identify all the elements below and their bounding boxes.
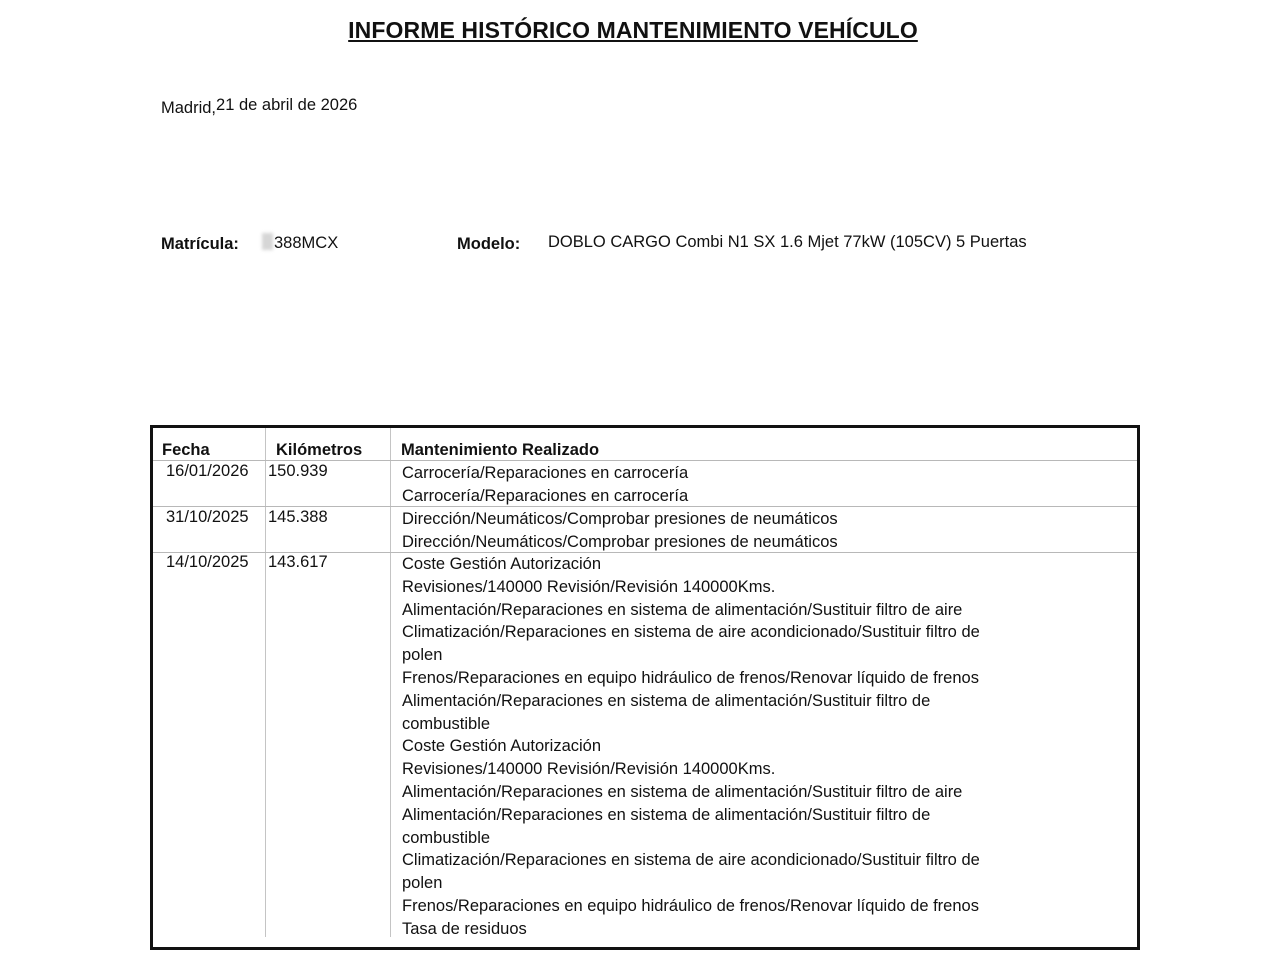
task-item: Alimentación/Reparaciones en sistema de alimentación/Sustituir filtro de — [402, 805, 931, 824]
plate-value-wrapper — [262, 233, 338, 253]
header-date: Fecha — [162, 441, 210, 459]
task-item: combustible — [402, 714, 491, 733]
task-item: Climatización/Reparaciones en sistema de aire acondicionado/Sustituir filtro de — [402, 623, 980, 642]
task-item: Frenos/Reparaciones en equipo hidráulico de frenos/Renovar líquido de frenos — [402, 896, 979, 915]
task-item: combustible — [402, 828, 491, 847]
column-divider — [390, 428, 391, 937]
task-item: Coste Gestión Autorización — [402, 737, 602, 756]
task-item: polen — [402, 646, 443, 665]
row-2-tasks — [402, 508, 838, 554]
report-date: 21 de abril de 2026 — [216, 96, 358, 114]
task-item: Carrocería/Reparaciones en carrocería — [402, 464, 689, 482]
task-item: Carrocería/Reparaciones en carrocería — [402, 486, 689, 505]
row-3-km: 143.617 — [268, 553, 328, 571]
task-item: Dirección/Neumáticos/Comprobar presiones de neumáticos — [402, 532, 838, 551]
header-divider — [153, 460, 1137, 461]
row-2-date: 31/10/2025 — [166, 508, 249, 526]
report-title: INFORME HISTÓRICO MANTENIMIENTO VEHÍCULO — [348, 17, 918, 43]
plate-value: 388MCX — [274, 234, 339, 252]
plate-label: Matrícula: — [161, 235, 239, 253]
maintenance-table — [150, 425, 1140, 950]
task-item: Dirección/Neumáticos/Comprobar presiones de neumáticos — [402, 510, 838, 528]
task-item: Alimentación/Reparaciones en sistema de alimentación/Sustituir filtro de — [402, 691, 931, 710]
model-label: Modelo: — [457, 235, 521, 253]
task-item: polen — [402, 874, 443, 893]
header-km: Kilómetros — [276, 441, 363, 459]
task-item: Frenos/Reparaciones en equipo hidráulico de frenos/Renovar líquido de frenos — [402, 668, 979, 687]
row-1-km: 150.939 — [268, 462, 328, 480]
row-3-date: 14/10/2025 — [166, 553, 249, 571]
task-item: Tasa de residuos — [402, 919, 527, 938]
row-3-tasks — [402, 553, 980, 941]
column-divider — [265, 428, 266, 937]
redacted-mask — [262, 233, 273, 250]
row-1-tasks — [402, 462, 688, 508]
model-value: DOBLO CARGO Combi N1 SX 1.6 Mjet 77kW (105CV) 5 Puertas — [548, 233, 1027, 251]
task-item: Climatización/Reparaciones en sistema de aire acondicionado/Sustituir filtro de — [402, 851, 980, 870]
task-item: Revisiones/140000 Revisión/Revisión 140000Kms. — [402, 577, 776, 596]
header-work: Mantenimiento Realizado — [401, 441, 600, 459]
row-2-km: 145.388 — [268, 508, 328, 526]
task-item: Alimentación/Reparaciones en sistema de alimentación/Sustituir filtro de aire — [402, 600, 963, 619]
task-item: Alimentación/Reparaciones en sistema de alimentación/Sustituir filtro de aire — [402, 782, 963, 801]
place-date — [161, 96, 357, 115]
row-1-date: 16/01/2026 — [166, 462, 249, 480]
task-item: Coste Gestión Autorización — [402, 555, 602, 573]
place: Madrid, — [161, 99, 217, 117]
task-item: Revisiones/140000 Revisión/Revisión 140000Kms. — [402, 760, 776, 779]
